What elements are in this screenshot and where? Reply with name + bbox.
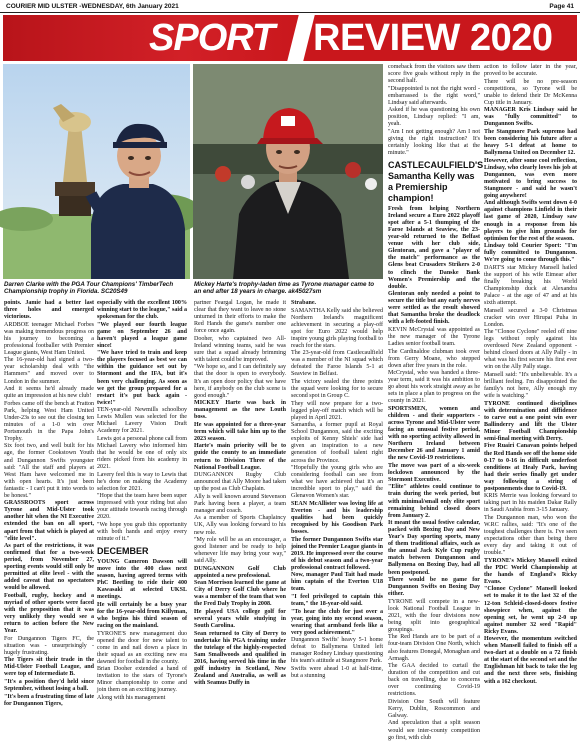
- article-paragraph: "To hear the club for just over a year, going into my second season, wearing that armband feels like a very good achievement.": [291, 608, 383, 636]
- article-paragraph: TYRONE's Mickey Mansell exited the PDC World Championship at the hands of England's Ricky Evans.: [484, 557, 577, 585]
- article-paragraph: "I feel privileged to captain this team," the 18-year-old said.: [291, 593, 383, 607]
- article-paragraph: There will be no pre-season competitions, so Tyrone will be unable to defend their Dr McKenna Cup title in January.: [484, 78, 577, 106]
- article-paragraph: TEN-year-old Newmills schoolboy Lewis Mullen was selected for the Michael Lavery Vision Draft Academy for 2021.: [97, 407, 187, 435]
- article-paragraph: The Cardinaldoe clubman took over from Gerry Moane, who stepped down after five years in the role.: [388, 348, 480, 369]
- article-paragraph: Football, rugby, hockey and a myriad of other sports were faced with the proposition that it was very unlikely they would see a return to action before the New Year.: [4, 592, 94, 635]
- article-paragraph: Mansell secured a 3-0 Christmas cracker win over Hirupai Puha in London.: [484, 307, 577, 328]
- article-paragraph: The Red Hands are to be part of a four-team Division One North, which also features Donegal, Monaghan and Armagh.: [388, 634, 480, 662]
- article-paragraph: SEAN McAllister was loving life at Everton - and his leadership qualities had been quickly recognised by his Goodison Park bosses.: [291, 500, 383, 535]
- article-paragraph: Dungannon Swifts' heavy 5-1 home defeat to Ballymena United left manager Rodney Lindsay questioning his team's attitude at Stangmore Park.: [291, 637, 383, 665]
- article-paragraph: "Clonoe Cyclone" Mansell looked set to make it to the last 32 of the 12-ton Schleid-closed-doors festive showpiece when, against the opening set, he went up 2-0 up against number 32 seed "Rapid" Ricky Evans.: [484, 586, 577, 635]
- article-paragraph: McCrystal, who was handed a three-year term, said it was his ambition to go about his work straight away as he sets in place a plan to progress on the county in 2021.: [388, 370, 480, 405]
- article-paragraph: The Tigers sit their trade in the Mid-Ulster Football League, and were top of Intermediate B.: [4, 657, 94, 678]
- article-paragraph: "Hopefully the young girls who are considering football can see from what we have achieved that it's an incredible sport to play," said the Glenavon Women's star.: [291, 465, 383, 500]
- banner-review: REVIEW 2020: [313, 17, 553, 59]
- article-paragraph: DUNGANNON Rugby Club announced that Ally Moore had taken up the post as Club Chaplain.: [194, 472, 286, 493]
- photo-darren-clarke: [3, 64, 190, 279]
- article-paragraph: There would be no game for Dungannon Swifts on Boxing Day either.: [388, 577, 480, 598]
- article-paragraph: MANAGER Kris Lindsay said he was "fully committed" to Dungannon Swifts.: [484, 107, 577, 128]
- article-paragraph: GRASSROOTS sport across Tyrone and Mid-Ulster took another hit when the NI Executive extended the ban on all sport, apart from that which is played at "elite level".: [4, 500, 94, 542]
- column-6: [484, 64, 577, 736]
- article-paragraph: KEVIN McCrystal was appointed as the new manager of the Tyrone Ladies senior football team.: [388, 326, 480, 347]
- article-paragraph: Asked if he was questioning his own position, Lindsay replied: "I am, yeah.: [388, 107, 480, 128]
- column-1: [4, 300, 94, 736]
- article-paragraph: The GAA decided to curtail the duration of the competition and cut back on travelling, due to concerns over continuing Covid-19 restrictions.: [388, 663, 480, 698]
- article-paragraph: Now, manager Paul Tait had made him captain of the Everton U18 team.: [291, 572, 383, 593]
- article-paragraph: "Hope that the team have been super impressed with your riding but also your attitude towards racing through 2020.: [97, 493, 187, 521]
- section-heading: DECEMBER: [97, 546, 149, 557]
- article-paragraph: The Stangmore Park supremo had been considering his future after a heavy 5-1 defeat at home to Ballymena United on December 12.: [484, 128, 577, 157]
- article-paragraph: Ally is well known around Stevenson Park having been a player, a team manager and coach.: [194, 493, 286, 514]
- publication-line: COURIER MID ULSTER -WEDNESDAY, 6th January 2021: [6, 3, 179, 10]
- article-paragraph: Six foot two, and well built for his age, the former Cookstown Youth and Dungannon Swifts youngster said: "All the staff and players at West Ham have welcomed me in with open hearts. It's just been fantastic - I can't put it into words to be honest.": [4, 443, 94, 499]
- article-paragraph: Along with his management: [97, 694, 166, 701]
- article-paragraph: The 16-year-old had signed a two-year scholarship deal with "the Hammers" and moved over to London in the summer.: [4, 357, 94, 385]
- article-paragraph: The move was part of a six-week lockdown announced by the Stormont Executive.: [388, 462, 480, 483]
- article-paragraph: Mansell said: "It's unbelievable. It's a brilliant feeling. I'm disappointed the family's not here, Ally enough my wife is watching.": [484, 372, 577, 400]
- article-paragraph: Sean returned to City of Derry to undertake his PGA training under the tutelage of the highly-respected Sam Smallwoods and qualified in 2016, having served his time in the golf industry in Scotland, New Zealand and Australia, as well as with Seamus Duffy in: [194, 630, 286, 686]
- column-5: [388, 64, 484, 741]
- article-paragraph: "My role will be as an encourager, a good listener and be ready to help whenever life may bring your way," said Ally.: [194, 537, 286, 565]
- article-paragraph: However, the momentum switched when Mansell failed to finish off a two-dart at a double on a 72 finish at the start of the second set and the Englishman hit back to take the leg and the next three sets, finishing with a 162 checkout.: [484, 636, 577, 685]
- article-paragraph: Strabane.: [291, 300, 317, 306]
- article-paragraph: Lindsay told Courier Sport: "I'm fully committed to Dungannon. We're going to come through this.": [484, 243, 577, 264]
- column-3: [194, 300, 286, 736]
- article-paragraph: points. Jamie had a better last three holes and emerged victorious.: [4, 300, 94, 321]
- banner-sport: SPORT: [149, 17, 275, 59]
- article-paragraph: He was appointed for a three-year term which will take him up to the 2023 season.: [194, 421, 286, 442]
- article-paragraph: partner Feargal Logan, he made it clear that they want to leave no stone unturned in their efforts to make the Red Hands the game's number one force once again.: [194, 300, 286, 335]
- article-paragraph: However, after some cool reflection, Lindsay, who clearly loves his job at Dungannon, was even more motivated to bring success to Stangmore - and said he wasn't going anywhere!: [484, 157, 577, 199]
- article-paragraph: As part of the restrictions, it was confirmed that for a two-week period, from November 27, sporting events would still only be permitted at elite level - with the added caveat that no spectators would be allowed.: [4, 543, 94, 592]
- article-paragraph: "Disappointed is not the right word - embarrassed is the right word," Lindsay said afterwards.: [388, 85, 480, 106]
- article-paragraph: It meant the usual festive calendar, packed with Boxing Day and New Year's Day sporting sports, many of them traditional affairs, such as the annual Jack Kyle Cup rugby match between Dungannon and Ballymena on Boxing Day, had all been postponed.: [388, 520, 480, 576]
- article-paragraph: Sean Morrison learned the game at City of Derry Golf Club where he was a member of the team that won the Fred Daly Trophy in 2008.: [194, 580, 286, 608]
- article-paragraph: TYRONE will compete in a new-look National Football League in 2021, with the four divisions now being split into geographical groupings.: [388, 598, 480, 633]
- article-paragraph: Harte's main priority will be to guide the county to an immediate return to Division Three of the National Football League.: [194, 443, 286, 471]
- article-paragraph: And it seems he'd already made quite an impression at his new club!: [4, 386, 94, 400]
- article-paragraph: KRIS Merrie was looking forward to taking part in his maiden Dakar Rally in Saudi Arabia from 3-15 January.: [484, 493, 577, 514]
- article-paragraph: Lewis got a personal phone call from Michael Lavery who informed him that he would be one of only six riders picked from his academy in 2021.: [97, 435, 188, 471]
- article-paragraph: SPORTSMEN, women and children - and their supporters - across Tyrone and Mid-Ulster were facing an unusual festive period, with no sporting activity allowed in Northern Ireland between December 26 and January 1 amid the new Covid-19 restrictions.: [388, 405, 480, 462]
- article-paragraph: TYRONE'S new management duo opened the door for new talent to come in and nail down a place in their squad as an exciting new era dawned for football in the county.: [97, 630, 187, 665]
- column-4: [291, 300, 383, 736]
- article-paragraph: Brian Dooher extended a hand of invitation to the stars of Tyrone's Minor championship to come and join them on an exciting journey.: [97, 666, 187, 694]
- article-paragraph: The 23-year-old from Castlecaulfield was a member of the NI squad which defeated the Faroe Islands 5-1 at Seaview in Belfast.: [291, 350, 383, 378]
- article-paragraph: DART'S star Mickey Mansell hailed the support of his wife Eimear after finally breaking his World Championship duck at Alexandra Palace - at the age of 47 and at his sixth attempt.: [484, 264, 577, 307]
- article-paragraph: DUNGANNON Golf Club appointed a new professional.: [194, 565, 286, 579]
- article-paragraph: SAMANTHA Kelly said she believed Northern Ireland's magnificent achievement in securing a play-off spot for Euro 2022 would help inspire young girls playing football to reach for the stars.: [291, 307, 383, 349]
- article-paragraph: "Am I not getting enough? Am I not giving the right instruction? It's certainly looking like that at the minute.": [388, 128, 480, 157]
- article-paragraph: Fresh from helping Northern Ireland secure a Euro 2022 playoff spot after a 5-1 thumping of the Faroe Islands at Seaview, the 23-year-old returned to the Belfast venue with her club side, Glentoran, and gave a "player of the match" performance as the Glens beat Crusaders Strikers 2-0 to clinch the Danske Bank Women's Premiership and the double.: [388, 206, 480, 290]
- article-paragraph: "It's been a frustrating time of late for Dungannon Tigers,: [4, 693, 95, 707]
- sport-review-banner: [3, 15, 577, 61]
- article-paragraph: "We played our fourth league game on September 26 and haven't played a league game since!: [97, 321, 187, 349]
- section-heading: CASTLECAULFIELD'S Samantha Kelly was a Premiership champion!: [388, 160, 484, 204]
- article-paragraph: They will now prepare for a two-legged play-off match which will be played in April 2021.: [291, 400, 383, 421]
- article-paragraph: As a member of Sports Chaplaincy UK, Ally was looking forward to his new role.: [194, 515, 286, 536]
- article-paragraph: Lavery feel this is way to Lewis that he's done on making the Academy selection for 2021.: [97, 471, 187, 492]
- article-paragraph: Division One South will feature Kerry, Dublin, Roscommon and Galway.: [388, 698, 480, 719]
- article-paragraph: ARDBOE teenager Michael Forbes was making tremendous progress on his journey to becoming a professional footballer with Premier League giants, West Ham United.: [4, 321, 94, 356]
- article-paragraph: "We hope so, and I can definitely say that the door is open to everybody. It's an open door policy that we have here, if anybody on the club scene is good enough.": [194, 364, 286, 399]
- article-paragraph: Swifts were ahead 1-0 at half-time, but a stunning: [291, 665, 383, 679]
- article-paragraph: The former Dungannon Swifts star joined the Premier League giants in 2019. He impressed over the course of his debut season and a two-year professional contract followed.: [291, 536, 383, 571]
- article-paragraph: especially with the excellent 100% winning start to the league," said a spokesman for the club.: [97, 300, 187, 321]
- photo-mickey-harte: [193, 64, 383, 279]
- article-paragraph: He will certainly be a busy year for the 16-year-old from Killyman, who begins his third season of racing on the mainland.: [97, 601, 187, 630]
- article-paragraph: MICKEY Harte was back in management as the new Louth boss.: [194, 400, 286, 421]
- article-paragraph: TYRONE continued disciplines with determination and diffidence to carve out a one point win over Ballinderry and lift the Ulster Minor Football Championship semi-final meeting with Derry.: [484, 400, 577, 442]
- photo-caption-clarke: Darren Clarke with the PGA Tour Champions' TimberTech Championship trophy in Florida. SC20S49: [4, 281, 174, 296]
- article-paragraph: action to follow later in the year, proved to be accurate.: [484, 64, 577, 78]
- article-paragraph: He played USA college golf for several years while studying in South Carolina.: [194, 609, 286, 630]
- article-paragraph: Five Ruairi Canavan points helped the Red Hands see off the home side 0-17 to 0-16 in difficult underfoot conditions at Healy Park, having had their series finally get under way following a string of postponements due to Covid-19.: [484, 443, 577, 492]
- article-paragraph: Glentoran only needed a point to secure the title but any early nerves were settled as the result showed that Samantha broke the deadlock with a left-footed finish.: [388, 291, 480, 326]
- article-paragraph: The "Clonoe Cyclone" reeled off nine legs without reply against his overdosed New Zealand opponent - behind closed doors at Ally Pally - in what was his first secure his first ever win on the Ally Pally stage.: [484, 329, 577, 371]
- article-paragraph: And speculation that a split season would see inter-county competition go first, with club: [388, 720, 480, 741]
- article-paragraph: comeback from the visitors saw them score five goals without reply in the second half.: [388, 64, 480, 85]
- article-paragraph: For Dungannon Tigers FC, the situation was - unsurprisingly - hugely frustrating.: [4, 635, 94, 656]
- photo-caption-harte: Mickey Harte's trophy-laden time as Tyrone manager came to an end after 18 years in charge. ak45027sm: [194, 281, 375, 296]
- page-header: [0, 0, 580, 13]
- article-paragraph: The Dungannon man, who won the W.RC rallies, said: "It's one of the toughest challenges there is. I've seen expectations other than being there every day and taking it out of trouble.": [484, 514, 577, 557]
- column-2: [97, 300, 187, 736]
- article-paragraph: "We hope you grab this opportunity with both hands and enjoy every minute of it.": [97, 521, 187, 543]
- article-paragraph: The victory sealed the three points the squad were looking for to secure second spot in Group C.: [291, 379, 383, 400]
- article-paragraph: And although Swifts went down 4-0 against champions Linfield in their last game of 2020, Lindsay saw enough in a response from his players to give him grounds for optimism for the rest of the season.: [484, 200, 577, 242]
- article-paragraph: YOUNG Cameron Dawson will move into the 400 class next season, having agreed terms with PhC Beetling to ride their 400 Kawasaki at selected UKSL meetings.: [97, 559, 187, 601]
- article-paragraph: Dooher, who captained two All-Ireland winning teams, said he was sure that a squad already brimming with talent could be improved.: [194, 335, 286, 363]
- article-paragraph: "We have tried to train and keep the players focused as best we can within the guidance set out by Stormont and the IFA, but it's been very challenging. As soon as we get the group prepared for a restart it's put back again - twice!": [97, 350, 187, 406]
- article-paragraph: "It's a position they'd held since September, without losing a ball.: [4, 678, 94, 693]
- article-paragraph: Samantha, a former pupil at Royal School Dungannon, said the exciting exploits of Kenny Shiels' side had given an inspiration to a new generation of football talent right across the Province.: [291, 422, 383, 464]
- page-number: Page 41: [549, 3, 574, 10]
- article-paragraph: Forbes came off the bench at Fratton Park, helping West Ham United Under-23s to see out the closing ten minutes of a 1-0 win over Portsmouth in the Papa John's Trophy.: [4, 400, 94, 442]
- article-paragraph: "Elite" athletes could continue to train during the week period, but with minimal/small only elite sport remaining behind closed doors from January 2.: [388, 484, 480, 519]
